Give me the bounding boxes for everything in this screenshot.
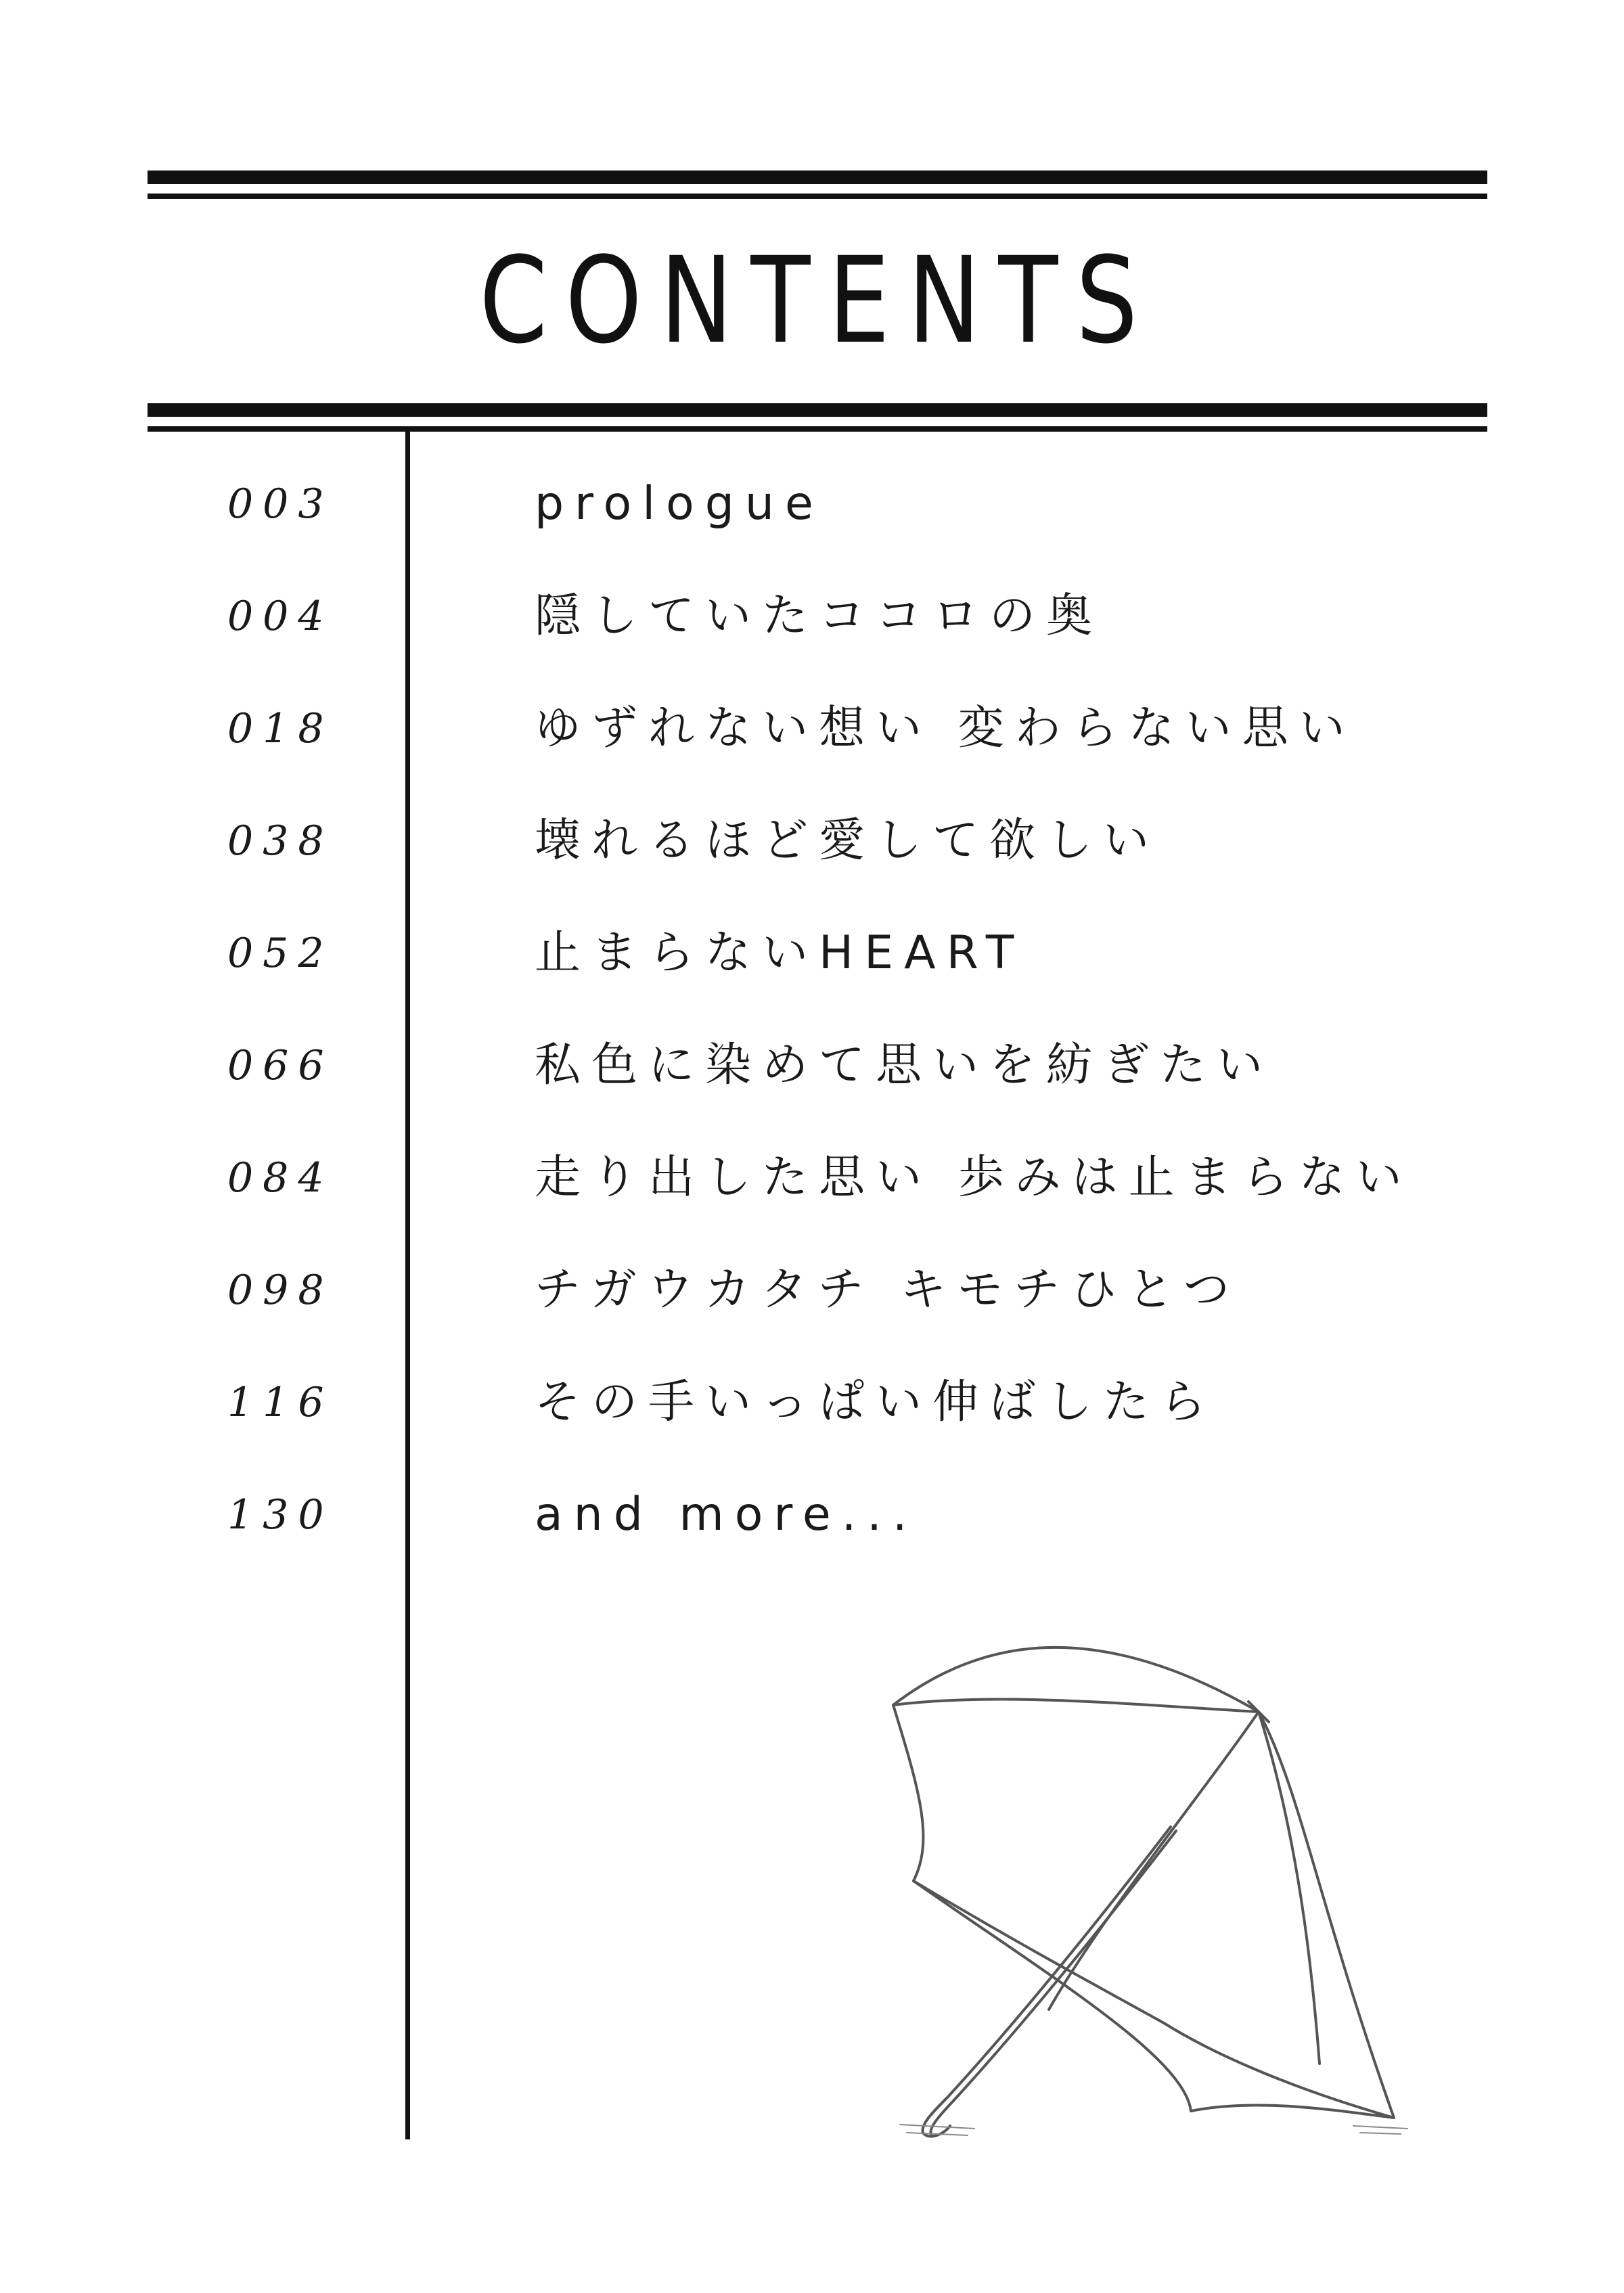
toc-entry[interactable] xyxy=(0,1141,1624,1215)
toc-chapter-title: 壊れるほど愛して欲しい xyxy=(535,814,1160,867)
toc-page-number: 066 xyxy=(227,1042,334,1089)
toc-page-number: 038 xyxy=(227,817,334,865)
toc-entry[interactable] xyxy=(0,1253,1624,1327)
toc-chapter-title: 隠していたココロの奥 xyxy=(535,589,1104,643)
toc-chapter-title: ゆずれない想い 変わらない思い xyxy=(535,702,1356,755)
toc-chapter-title: 走り出した思い 歩みは止まらない xyxy=(535,1151,1413,1204)
umbrella-icon xyxy=(880,1624,1421,2152)
page-title: CONTENTS xyxy=(479,231,1156,370)
toc-page-number: 018 xyxy=(227,705,334,752)
toc-entry[interactable] xyxy=(0,1028,1624,1103)
header-rule-top-thick xyxy=(148,171,1487,184)
toc-chapter-title: 私色に染めて思いを紡ぎたい xyxy=(535,1039,1274,1092)
toc-page-number: 084 xyxy=(227,1154,334,1202)
toc-entry[interactable] xyxy=(0,1365,1624,1440)
toc-page-number: 004 xyxy=(227,593,334,640)
toc-chapter-title: その手いっぱい伸ばしたら xyxy=(535,1376,1217,1429)
toc-entry[interactable] xyxy=(0,1478,1624,1552)
toc-entry[interactable] xyxy=(0,916,1624,991)
toc-chapter-title: チガウカタチ キモチひとつ xyxy=(535,1263,1240,1317)
toc-entry[interactable] xyxy=(0,804,1624,878)
toc-chapter-title: and more... xyxy=(535,1488,918,1541)
toc-entry[interactable] xyxy=(0,579,1624,654)
toc-page-number: 116 xyxy=(227,1379,334,1426)
toc-page-number: 130 xyxy=(227,1491,334,1539)
toc-page-number: 098 xyxy=(227,1267,334,1314)
header-rule-top-thin xyxy=(148,194,1487,199)
toc-page-number: 052 xyxy=(227,930,334,977)
toc-entry[interactable] xyxy=(0,467,1624,541)
toc-chapter-title: 止まらないHEART xyxy=(535,926,1025,980)
toc-chapter-title: prologue xyxy=(535,477,824,530)
header-rule-bottom-thick xyxy=(148,403,1487,417)
toc-entry[interactable] xyxy=(0,691,1624,766)
header-rule-bottom-thin xyxy=(148,426,1487,432)
toc-page-number: 003 xyxy=(227,480,334,528)
